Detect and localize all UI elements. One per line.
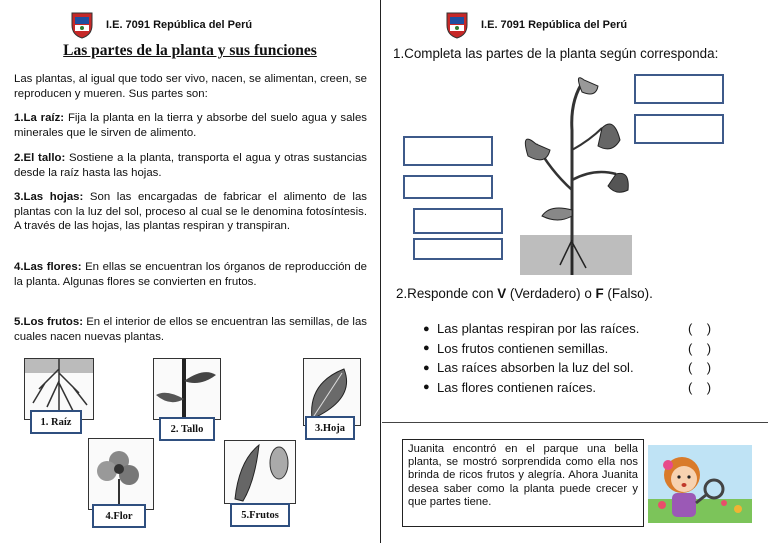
list-item: ● Las raíces absorben la luz del sol. ( )	[423, 360, 712, 376]
label-tallo: 2. Tallo	[159, 417, 215, 441]
page-title: Las partes de la planta y sus funciones	[63, 42, 317, 59]
label-flor: 4.Flor	[92, 504, 146, 528]
school-crest-icon	[70, 11, 94, 39]
label-raiz: 1. Raíz	[30, 410, 82, 434]
part-leaves: 3.Las hojas: Son las encargadas de fabricar el alimento de las plantas con la luz del sol, proceso al cual se le denomina fotosíntesis. A través de las hojas, las plantas respiran y transpiran.	[14, 191, 367, 232]
page-divider-vertical	[380, 0, 381, 543]
answer-box-4[interactable]	[403, 175, 493, 199]
answer-box-5[interactable]	[413, 208, 503, 234]
school-name: I.E. 7091 República del Perú	[106, 19, 253, 31]
left-header	[70, 10, 252, 40]
section-divider	[382, 422, 768, 423]
bullet-icon: ●	[423, 361, 430, 374]
stem-image	[153, 358, 221, 420]
list-item: ● Las plantas respiran por las raíces. ( )	[423, 321, 712, 337]
plant-diagram	[490, 70, 635, 280]
story-box: Juanita encontró en el parque una bella planta, se mostró sorprendida como ella nos brinda de ricos frutos y alegría. Ahora Juanita desea saber como la planta puede crecer y que partes tiene.	[402, 439, 644, 527]
bullet-icon: ●	[423, 322, 430, 335]
fruits-image	[224, 440, 296, 504]
question-2: 2.Responde con V (Verdadero) o F (Falso).	[396, 286, 653, 301]
part-fruits: 5.Los frutos: En el interior de ellos se encuentran las semillas, de las cuales nacen nuevas plantas.	[14, 316, 367, 343]
answer-blank[interactable]: ( )	[688, 360, 712, 376]
bullet-icon: ●	[423, 381, 430, 394]
flower-image	[88, 438, 154, 510]
school-crest-icon	[445, 11, 469, 39]
answer-box-3[interactable]	[403, 136, 493, 166]
part-stem: 2.El tallo: Sostiene a la planta, transporta el agua y otras sustancias desde la raíz hasta las hojas.	[14, 152, 368, 179]
part-flowers: 4.Las flores: En ellas se encuentran los órganos de reproducción de la planta. Algunas flores se convierten en frutos.	[14, 261, 367, 288]
question-1: 1.Completa las partes de la planta según corresponda:	[393, 46, 719, 61]
true-false-list	[423, 319, 723, 397]
answer-blank[interactable]: ( )	[688, 321, 712, 337]
bullet-icon: ●	[423, 342, 430, 355]
label-frutos: 5.Frutos	[230, 503, 290, 527]
answer-blank[interactable]: ( )	[688, 340, 712, 356]
list-item: ● Las flores contienen raíces. ( )	[423, 379, 712, 395]
part-roots: 1.La raíz: Fija la planta en la tierra y absorbe del suelo agua y sales minerales que le sirven de alimento.	[14, 112, 367, 139]
answer-box-1[interactable]	[634, 74, 724, 104]
intro-paragraph: Las plantas, al igual que todo ser vivo, nacen, se alimentan, creen, se reproducen y mueren. Sus partes son:	[14, 73, 367, 100]
answer-blank[interactable]: ( )	[688, 379, 712, 395]
girl-with-magnifier-illustration	[648, 445, 752, 523]
answer-box-6[interactable]	[413, 238, 503, 260]
answer-box-2[interactable]	[634, 114, 724, 144]
label-hoja: 3.Hoja	[305, 416, 355, 440]
right-header	[445, 10, 627, 40]
school-name: I.E. 7091 República del Perú	[481, 19, 628, 31]
list-item: ● Los frutos contienen semillas. ( )	[423, 340, 712, 356]
